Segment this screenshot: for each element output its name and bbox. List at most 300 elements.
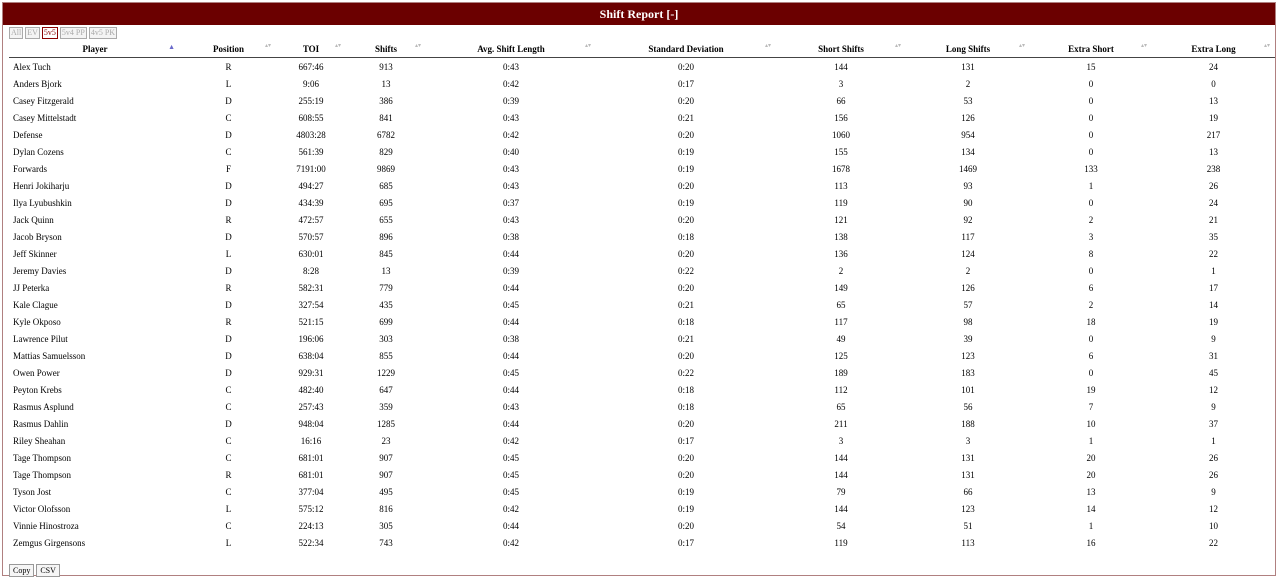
table-cell: 1 — [1211, 435, 1216, 446]
table-cell: 2 — [965, 78, 971, 89]
table-cell: 0:38 — [502, 231, 519, 242]
table-row — [9, 75, 1275, 92]
table-cell: 3 — [965, 435, 971, 446]
table-cell: 123 — [961, 350, 975, 361]
table-cell: 3 — [1088, 231, 1094, 242]
export-buttons — [9, 560, 62, 578]
table-cell: 0:19 — [677, 163, 694, 174]
table-cell: 305 — [379, 520, 393, 531]
player-name-cell: Jeremy Davies — [13, 265, 67, 276]
table-cell: 211 — [834, 418, 848, 429]
table-cell: 7191:00 — [296, 163, 326, 174]
table-cell: 18 — [1086, 316, 1096, 327]
player-name-cell: Kyle Okposo — [13, 316, 61, 327]
table-cell: D — [225, 180, 232, 191]
table-row — [9, 517, 1275, 534]
table-cell: 13 — [381, 78, 391, 89]
table-cell: 647 — [379, 384, 393, 395]
table-row — [9, 381, 1275, 398]
table-row — [9, 432, 1275, 449]
table-cell: 667:46 — [298, 61, 324, 72]
player-name-cell: Jacob Bryson — [13, 231, 62, 242]
table-cell: D — [225, 299, 232, 310]
table-cell: 136 — [834, 248, 848, 259]
table-cell: 16 — [1086, 537, 1096, 548]
csv-button[interactable]: CSV — [36, 564, 60, 577]
filter-button-5v4-pp[interactable]: 5v4 PP — [61, 28, 85, 37]
player-name-cell: Casey Fitzgerald — [13, 95, 74, 106]
sort-icon: ▴▾ — [1019, 43, 1026, 49]
filter-button-ev[interactable]: EV — [27, 28, 38, 37]
column-header-label: Short Shifts — [818, 44, 864, 54]
table-cell: D — [225, 197, 232, 208]
table-cell: 13 — [1209, 95, 1218, 106]
table-cell: 156 — [834, 112, 848, 123]
table-cell: 685 — [379, 180, 393, 191]
table-cell: 0:45 — [502, 452, 519, 463]
table-cell: 855 — [379, 350, 393, 361]
table-row — [9, 347, 1275, 364]
table-row — [9, 211, 1275, 228]
table-cell: 695 — [379, 197, 393, 208]
table-cell: 0:20 — [677, 350, 694, 361]
player-name-cell: Forwards — [13, 163, 47, 174]
table-cell: 434:39 — [298, 197, 324, 208]
table-cell: 0 — [1088, 367, 1094, 378]
column-header-label: Shifts — [374, 44, 397, 54]
table-cell: 0 — [1088, 197, 1094, 208]
table-cell: 386 — [379, 95, 393, 106]
table-cell: 1285 — [377, 418, 395, 429]
table-cell: 112 — [834, 384, 848, 395]
table-cell: 0:45 — [502, 367, 519, 378]
column-header-long-shifts[interactable] — [906, 41, 1030, 58]
column-header-label: Avg. Shift Length — [477, 44, 545, 54]
table-cell: 495 — [379, 486, 393, 497]
player-name-cell: Jeff Skinner — [13, 248, 57, 259]
table-cell: 0:17 — [677, 537, 694, 548]
table-cell: 10 — [1209, 520, 1218, 531]
table-cell: 0:43 — [502, 214, 519, 225]
column-header-label: Extra Short — [1068, 44, 1114, 54]
table-cell: 49 — [836, 333, 846, 344]
table-cell: 0:17 — [677, 435, 694, 446]
column-header-extra-short[interactable] — [1030, 41, 1152, 58]
table-row — [9, 109, 1275, 126]
table-cell: 22 — [1209, 248, 1218, 259]
table-cell: F — [225, 163, 231, 174]
table-cell: 144 — [834, 452, 848, 463]
table-cell: 561:39 — [298, 146, 324, 157]
table-cell: 0:43 — [502, 401, 519, 412]
table-cell: L — [225, 503, 232, 514]
table-cell: 6 — [1088, 282, 1094, 293]
table-row — [9, 177, 1275, 194]
table-row — [9, 194, 1275, 211]
table-cell: 3 — [838, 78, 844, 89]
table-cell: 638:04 — [298, 350, 324, 361]
table-cell: 119 — [834, 197, 848, 208]
table-cell: 126 — [961, 282, 975, 293]
table-cell: 359 — [379, 401, 393, 412]
table-row — [9, 245, 1275, 262]
table-cell: C — [225, 435, 232, 446]
table-cell: 0:21 — [677, 299, 694, 310]
table-cell: 0:20 — [677, 469, 694, 480]
table-cell: 66 — [836, 95, 846, 106]
table-cell: 630:01 — [298, 248, 324, 259]
player-name-cell: Mattias Samuelsson — [13, 350, 86, 361]
player-name-cell: Owen Power — [13, 367, 60, 378]
table-cell: 841 — [379, 112, 393, 123]
table-cell: 90 — [963, 197, 973, 208]
table-cell: 816 — [379, 503, 393, 514]
table-cell: 0:44 — [502, 350, 519, 361]
table-cell: 907 — [379, 452, 393, 463]
table-cell: 521:15 — [298, 316, 324, 327]
table-cell: 79 — [836, 486, 846, 497]
table-cell: 0:43 — [502, 112, 519, 123]
table-row — [9, 262, 1275, 279]
table-cell: 0:21 — [677, 112, 694, 123]
table-cell: 0:20 — [677, 95, 694, 106]
table-cell: D — [225, 265, 232, 276]
table-cell: 2 — [965, 265, 971, 276]
table-row — [9, 364, 1275, 381]
table-cell: 31 — [1209, 350, 1218, 361]
table-cell: 1 — [1088, 180, 1094, 191]
table-cell: 117 — [834, 316, 848, 327]
table-cell: 0:19 — [677, 146, 694, 157]
table-cell: 327:54 — [298, 299, 324, 310]
table-cell: 22 — [1209, 537, 1218, 548]
table-cell: 0:20 — [677, 452, 694, 463]
player-name-cell: Tage Thompson — [13, 469, 71, 480]
copy-button[interactable]: Copy — [9, 564, 34, 577]
table-cell: 14 — [1209, 299, 1218, 310]
table-cell: 66 — [963, 486, 973, 497]
table-cell: 0:21 — [677, 333, 694, 344]
table-cell: 15 — [1086, 61, 1096, 72]
table-cell: 0:20 — [677, 418, 694, 429]
table-cell: 189 — [834, 367, 848, 378]
table-cell: 0:17 — [677, 78, 694, 89]
table-cell: 144 — [834, 61, 848, 72]
table-cell: 0:20 — [677, 520, 694, 531]
table-cell: 26 — [1209, 469, 1218, 480]
table-cell: 3 — [838, 435, 844, 446]
player-name-cell: Vinnie Hinostroza — [13, 520, 79, 531]
player-name-cell: Casey Mittelstadt — [13, 112, 77, 123]
table-cell: 20 — [1086, 469, 1096, 480]
table-cell: 113 — [834, 180, 848, 191]
table-cell: 0 — [1088, 112, 1094, 123]
sort-icon: ▴▾ — [415, 43, 422, 49]
table-cell: 131 — [961, 469, 975, 480]
table-cell: 0:20 — [677, 248, 694, 259]
filter-button-5v5[interactable]: 5v5 — [43, 28, 56, 37]
table-cell: 57 — [963, 299, 973, 310]
table-cell: 0:42 — [502, 537, 519, 548]
table-cell: 9:06 — [302, 78, 319, 89]
table-cell: 0:18 — [677, 384, 694, 395]
table-cell: 0:20 — [677, 180, 694, 191]
table-cell: R — [225, 316, 232, 327]
player-name-cell: Jack Quinn — [13, 214, 54, 225]
table-row — [9, 313, 1275, 330]
table-cell: 0:40 — [502, 146, 519, 157]
table-cell: 0:43 — [502, 61, 519, 72]
table-cell: 35 — [1209, 231, 1218, 242]
player-name-cell: Tage Thompson — [13, 452, 71, 463]
table-cell: 12 — [1209, 503, 1218, 514]
table-cell: 39 — [963, 333, 973, 344]
table-cell: 522:34 — [298, 537, 324, 548]
table-cell: 14 — [1086, 503, 1096, 514]
player-name-cell: Rasmus Asplund — [13, 401, 74, 412]
table-cell: 7 — [1088, 401, 1094, 412]
table-cell: R — [225, 282, 232, 293]
table-cell: 0:18 — [677, 401, 694, 412]
table-cell: 0:20 — [677, 214, 694, 225]
table-cell: D — [225, 350, 232, 361]
table-cell: 26 — [1209, 452, 1218, 463]
table-cell: 0 — [1211, 78, 1216, 89]
table-cell: 121 — [834, 214, 848, 225]
table-cell: L — [225, 537, 232, 548]
table-cell: 0:37 — [502, 197, 519, 208]
table-cell: 20 — [1086, 452, 1096, 463]
table-cell: 51 — [963, 520, 973, 531]
table-cell: 196:06 — [298, 333, 324, 344]
table-cell: 53 — [963, 95, 973, 106]
player-name-cell: Alex Tuch — [13, 61, 51, 72]
table-cell: 16:16 — [300, 435, 322, 446]
filter-button-all[interactable]: All — [11, 28, 22, 37]
table-row — [9, 415, 1275, 432]
table-cell: 608:55 — [298, 112, 324, 123]
table-cell: 2 — [838, 265, 844, 276]
table-cell: 131 — [961, 452, 975, 463]
player-name-cell: Lawrence Pilut — [13, 333, 68, 344]
table-cell: 482:40 — [298, 384, 324, 395]
table-cell: 0:19 — [677, 486, 694, 497]
table-cell: 1229 — [377, 367, 395, 378]
table-cell: 0:18 — [677, 316, 694, 327]
table-cell: 19 — [1209, 112, 1218, 123]
table-cell: 23 — [381, 435, 391, 446]
player-name-cell: Defense — [13, 129, 43, 140]
table-cell: 0:39 — [502, 265, 519, 276]
table-cell: 257:43 — [298, 401, 324, 412]
table-row — [9, 466, 1275, 483]
column-header-position[interactable] — [181, 41, 276, 58]
table-cell: 0 — [1088, 129, 1094, 140]
table-cell: 699 — [379, 316, 393, 327]
table-cell: R — [225, 214, 232, 225]
table-cell: C — [225, 486, 232, 497]
table-cell: 224:13 — [298, 520, 324, 531]
table-cell: 13 — [1086, 486, 1096, 497]
sort-icon: ▴▾ — [1141, 43, 1148, 49]
table-cell: 101 — [961, 384, 975, 395]
filter-button-4v5-pk[interactable]: 4v5 PK — [90, 28, 116, 37]
panel-title[interactable]: Shift Report [-] — [3, 3, 1275, 25]
table-cell: 1 — [1088, 435, 1094, 446]
table-cell: 24 — [1209, 61, 1218, 72]
column-header-toi[interactable] — [276, 41, 346, 58]
table-body — [9, 58, 1275, 552]
table-cell: 0:18 — [677, 231, 694, 242]
column-header-extra-long[interactable] — [1152, 41, 1275, 58]
table-cell: 0 — [1088, 95, 1094, 106]
table-cell: 845 — [379, 248, 393, 259]
table-cell: C — [225, 401, 232, 412]
table-cell: 1469 — [959, 163, 977, 174]
table-cell: 0:42 — [502, 78, 519, 89]
table-cell: 472:57 — [298, 214, 324, 225]
table-cell: 6 — [1088, 350, 1094, 361]
player-name-cell: Zemgus Girgensons — [13, 537, 86, 548]
table-cell: 0:44 — [502, 316, 519, 327]
player-name-cell: Peyton Krebs — [13, 384, 62, 395]
table-cell: 0:38 — [502, 333, 519, 344]
table-cell: 9 — [1211, 486, 1216, 497]
table-cell: 9869 — [377, 163, 395, 174]
table-cell: 37 — [1209, 418, 1218, 429]
player-name-cell: Kale Clague — [13, 299, 58, 310]
table-cell: 1060 — [832, 129, 850, 140]
table-cell: 0:42 — [502, 435, 519, 446]
table-row — [9, 534, 1275, 551]
table-cell: D — [225, 129, 232, 140]
table-cell: 13 — [381, 265, 391, 276]
table-row — [9, 279, 1275, 296]
player-name-cell: JJ Peterka — [13, 282, 50, 293]
table-cell: 98 — [963, 316, 973, 327]
column-header-standard-deviation[interactable] — [596, 41, 776, 58]
table-cell: 238 — [1206, 163, 1221, 174]
table-cell: 26 — [1209, 180, 1218, 191]
table-cell: 255:19 — [298, 95, 324, 106]
table-cell: 0:20 — [677, 61, 694, 72]
column-header-label: TOI — [302, 44, 320, 54]
table-cell: R — [225, 61, 232, 72]
table-cell: 144 — [834, 503, 848, 514]
table-cell: 125 — [834, 350, 848, 361]
table-row — [9, 228, 1275, 245]
table-cell: 0:19 — [677, 197, 694, 208]
table-cell: C — [225, 112, 232, 123]
table-cell: 17 — [1209, 282, 1218, 293]
table-header-row — [9, 41, 1275, 58]
table-cell: 0:20 — [677, 129, 694, 140]
sort-icon: ▴▾ — [335, 43, 342, 49]
column-header-short-shifts[interactable] — [776, 41, 906, 58]
table-row — [9, 500, 1275, 517]
table-cell: 134 — [961, 146, 975, 157]
table-cell: 570:57 — [298, 231, 324, 242]
table-cell: 0:20 — [677, 282, 694, 293]
table-cell: 65 — [836, 299, 846, 310]
table-cell: 92 — [963, 214, 973, 225]
table-cell: 126 — [961, 112, 975, 123]
table-cell: 0 — [1088, 78, 1094, 89]
table-cell: 93 — [963, 180, 973, 191]
table-cell: C — [225, 452, 232, 463]
table-cell: 155 — [834, 146, 848, 157]
table-cell: 0:45 — [502, 469, 519, 480]
player-name-cell: Victor Olofsson — [13, 503, 71, 514]
table-row — [9, 449, 1275, 466]
table-cell: 0 — [1088, 146, 1094, 157]
player-name-cell: Tyson Jost — [13, 486, 52, 497]
table-cell: 13 — [1209, 146, 1218, 157]
table-cell: 117 — [961, 231, 975, 242]
table-cell: 0 — [1088, 333, 1094, 344]
table-cell: 0:44 — [502, 418, 519, 429]
table-cell: 435 — [379, 299, 393, 310]
table-cell: L — [225, 248, 232, 259]
table-cell: 575:12 — [298, 503, 324, 514]
table-cell: 1 — [1211, 265, 1216, 276]
column-header-label: Position — [212, 44, 244, 54]
sort-icon: ▴▾ — [895, 43, 902, 49]
table-cell: C — [225, 520, 232, 531]
table-cell: D — [225, 367, 232, 378]
table-cell: 138 — [834, 231, 848, 242]
table-cell: 56 — [963, 401, 973, 412]
table-cell: 2 — [1088, 299, 1094, 310]
table-cell: 6782 — [377, 129, 395, 140]
table-cell: R — [225, 469, 232, 480]
table-cell: 0:44 — [502, 282, 519, 293]
sort-icon: ▴▾ — [765, 43, 772, 49]
table-cell: 0:43 — [502, 180, 519, 191]
sort-ascending-icon: ▲ — [168, 43, 175, 51]
table-cell: 929:31 — [298, 367, 324, 378]
table-cell: 896 — [379, 231, 393, 242]
sort-icon: ▴▾ — [585, 43, 592, 49]
table-cell: 582:31 — [298, 282, 324, 293]
table-row — [9, 483, 1275, 500]
table-cell: 0:44 — [502, 384, 519, 395]
player-name-cell: Dylan Cozens — [13, 146, 64, 157]
table-cell: 9 — [1211, 401, 1216, 412]
table-row — [9, 330, 1275, 347]
column-header-label: Extra Long — [1191, 44, 1236, 54]
shift-report-table — [9, 41, 1275, 551]
table-cell: 123 — [961, 503, 975, 514]
table-cell: 8:28 — [302, 265, 319, 276]
table-cell: 377:04 — [298, 486, 324, 497]
table-cell: 124 — [961, 248, 975, 259]
table-cell: 1 — [1088, 520, 1094, 531]
table-cell: D — [225, 333, 232, 344]
column-header-avg-shift-length[interactable] — [426, 41, 596, 58]
column-header-shifts[interactable] — [346, 41, 426, 58]
table-cell: D — [225, 95, 232, 106]
table-cell: 907 — [379, 469, 393, 480]
table-cell: 0:45 — [502, 299, 519, 310]
table-cell: 217 — [1206, 129, 1221, 140]
table-cell: 21 — [1209, 214, 1218, 225]
player-name-cell: Riley Sheahan — [13, 435, 66, 446]
table-cell: 10 — [1086, 418, 1096, 429]
player-name-cell: Anders Bjork — [13, 78, 62, 89]
table-cell: 119 — [834, 537, 848, 548]
column-header-player[interactable] — [9, 41, 181, 58]
